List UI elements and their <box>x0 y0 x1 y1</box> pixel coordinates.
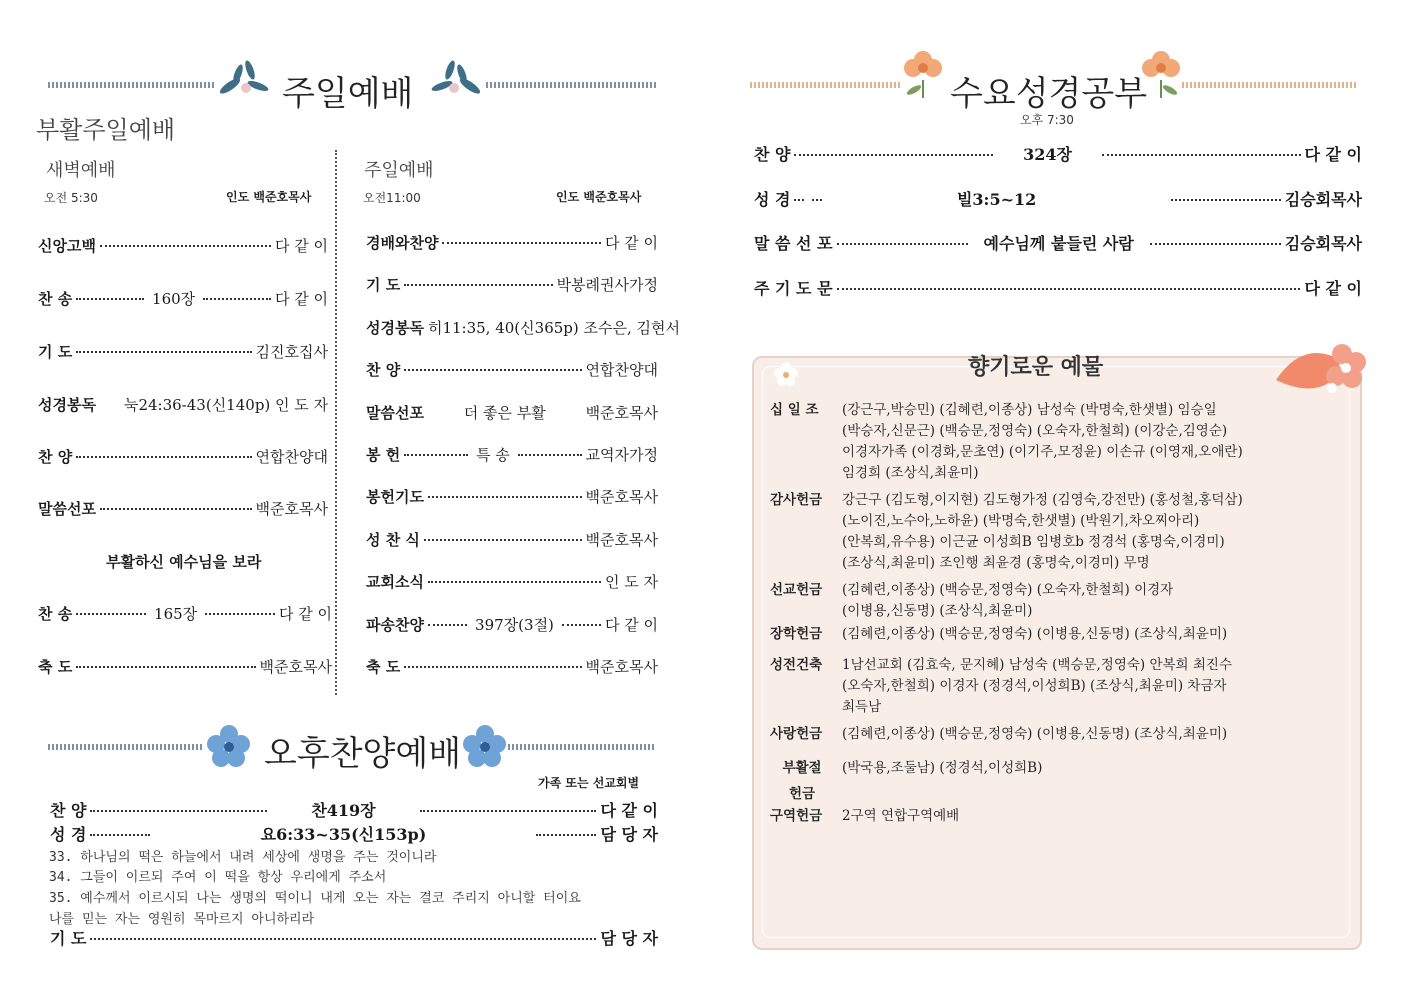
dawn-row: 찬 양 연합찬양대 <box>38 448 328 466</box>
blue-flower-icon <box>206 724 252 768</box>
title-rule-right <box>508 744 656 750</box>
sunday-title: 주일예배 <box>282 74 414 114</box>
leaf-ornament-icon <box>216 56 272 102</box>
verse-line: 나를 믿는 자는 영원히 목마르지 아니하리라 <box>49 912 315 927</box>
main-row: 파송찬양 397장(3절) 다 같 이 <box>366 616 658 634</box>
title-rule-right <box>486 82 656 88</box>
dawn-heading: 새벽예배 <box>46 160 116 181</box>
main-row: 봉 헌 특 송 교역자가정 <box>366 446 658 464</box>
afternoon-title: 오후찬양예배 <box>264 734 462 774</box>
main-row: 기 도 박봉례권사가정 <box>366 276 658 294</box>
afternoon-row: 찬 양 찬419장 다 같 이 <box>50 801 658 820</box>
main-row: 교회소식 인 도 자 <box>366 573 658 591</box>
sermon-title: 부활하신 예수님을 보라 <box>106 553 262 571</box>
blue-flower-icon <box>462 724 508 768</box>
title-rule-left <box>48 744 204 750</box>
main-heading: 주일예배 <box>364 160 434 181</box>
main-row: 경배와찬양 다 같 이 <box>366 234 658 252</box>
dawn-time: 오전 5:30 <box>44 191 98 205</box>
dawn-row: 신앙고백 다 같 이 <box>38 237 328 255</box>
main-row: 성경봉독 히11:35, 40(신365p) 조수은, 김현서 <box>366 319 680 337</box>
dawn-row: 기 도 김진호집사 <box>38 343 328 361</box>
dawn-row: 성경봉독 눅24:36-43(신140p) 인 도 자 <box>38 396 328 414</box>
title-rule-right <box>1182 82 1358 88</box>
main-time: 오전11:00 <box>363 191 421 205</box>
dawn-row: 찬 송 160장 다 같 이 <box>38 290 328 308</box>
easter-subtitle: 부활주일예배 <box>36 116 176 144</box>
verse-line: 34. 그들이 이르되 주여 이 떡을 항상 우리에게 주소서 <box>49 870 387 885</box>
main-row: 봉헌기도 백준호목사 <box>366 488 658 506</box>
main-row: 축 도 백준호목사 <box>366 658 658 676</box>
wednesday-title: 수요성경공부 <box>950 74 1148 114</box>
leaf-ornament-icon <box>428 56 484 102</box>
peach-flower-icon <box>900 50 946 102</box>
afternoon-presider: 가족 또는 선교회별 <box>538 776 640 790</box>
dawn-row: 찬 송 165장 다 같 이 <box>38 605 332 623</box>
title-rule-left <box>750 82 900 88</box>
dawn-row: 축 도 백준호목사 <box>38 658 332 676</box>
main-row: 찬 양 연합찬양대 <box>366 361 658 379</box>
column-divider <box>335 150 337 695</box>
wednesday-row: 성 경 빌3:5~12 김승회목사 <box>754 190 1363 209</box>
wednesday-row: 찬 양 324장 다 같 이 <box>754 145 1363 164</box>
wednesday-row: 말 씀 선 포 예수님께 붙들린 사람 김승회목사 <box>754 234 1363 253</box>
peach-blossom-icon <box>1270 336 1370 402</box>
wednesday-time: 오후 7:30 <box>1020 113 1074 127</box>
verse-line: 33. 하나님의 떡은 하늘에서 내려 세상에 생명을 주는 것이니라 <box>49 850 437 865</box>
title-rule-left <box>48 82 216 88</box>
wednesday-row: 주 기 도 문 다 같 이 <box>754 279 1362 298</box>
main-row: 말씀선포 더 좋은 부활 백준호목사 <box>366 404 659 422</box>
dawn-presider: 인도 백준호목사 <box>226 190 312 204</box>
offerings-title: 향기로운 예물 <box>968 355 1104 380</box>
afternoon-row: 기 도 담 당 자 <box>50 929 658 948</box>
main-presider: 인도 백준호목사 <box>556 190 642 204</box>
verse-line: 35. 예수께서 이르시되 나는 생명의 떡이니 내게 오는 자는 결코 주리지 아니할 터이요 <box>49 891 581 906</box>
dawn-row: 말씀선포 백준호목사 <box>38 500 328 518</box>
small-flower-icon <box>774 362 798 386</box>
afternoon-row: 성 경 요6:33~35(신153p) 담 당 자 <box>50 825 658 844</box>
main-row: 성 찬 식 백준호목사 <box>366 531 658 549</box>
